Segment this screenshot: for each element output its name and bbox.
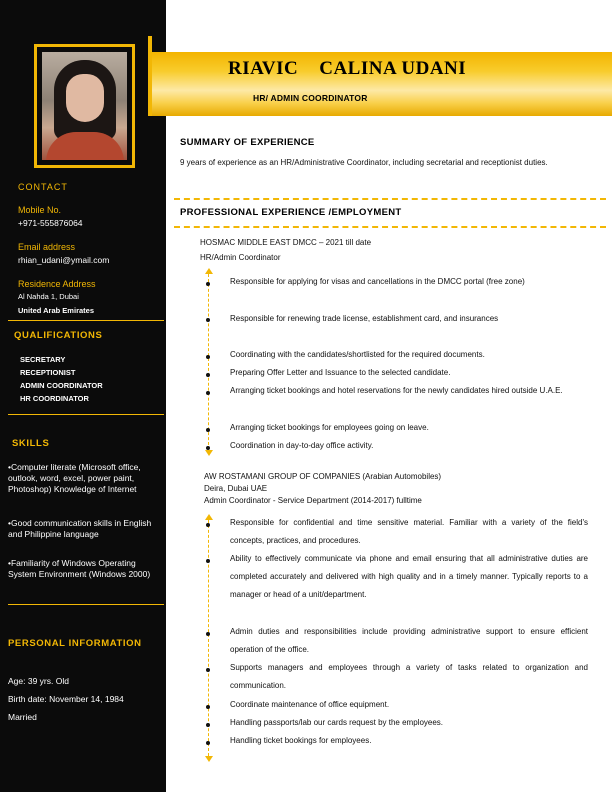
bullet-icon <box>206 282 210 286</box>
bullet-icon <box>206 446 210 450</box>
contact-heading: CONTACT <box>18 182 68 192</box>
sidebar-divider <box>8 320 164 321</box>
duty-item: Handling passports/lab our cards request by the employees. <box>230 718 444 727</box>
sidebar-divider <box>8 414 164 415</box>
job-title: HR/Admin Coordinator <box>200 253 281 262</box>
duty-item: Coordinating with the candidates/shortlisted for the required documents. <box>230 350 485 359</box>
bullet-icon <box>206 741 210 745</box>
bullet-icon <box>206 559 210 563</box>
sidebar-divider <box>8 604 164 605</box>
bullet-icon <box>206 723 210 727</box>
sidebar <box>0 0 166 792</box>
timeline-arrow-down-icon <box>205 450 213 456</box>
bullet-icon <box>206 318 210 322</box>
skill-item: •Good communication skills in English and Philippine language <box>8 518 152 539</box>
section-divider <box>174 226 606 228</box>
skills-heading: SKILLS <box>12 438 50 449</box>
mobile-label: Mobile No. <box>18 205 62 215</box>
duty-item: Arranging ticket bookings for employees going on leave. <box>230 423 429 432</box>
residence-label: Residence Address <box>18 279 96 289</box>
duty-item: Responsible for confidential and time sensitive material. Familiar with a variety of the field's concepts, practices, and procedures. <box>230 518 588 546</box>
job-company: AW ROSTAMANI GROUP OF COMPANIES (Arabian Automobiles) <box>204 472 442 481</box>
skill-item: •Familiarity of Windows Operating System Environment (Windows 2000) <box>8 558 151 579</box>
bullet-icon <box>206 391 210 395</box>
bullet-icon <box>206 355 210 359</box>
job-location: Deira, Dubai UAE <box>204 484 268 493</box>
duty-item: Ability to effectively communicate via phone and email ensuring that all administrative duties are completed accurately and delivered with high quality and in a timely manner. Typically reports to a manager or head of a unit/department. <box>230 554 588 600</box>
residence-line-1: Al Nahda 1, Dubai <box>18 292 79 301</box>
candidate-name: RIAVIC CALINA UDANI <box>228 58 467 79</box>
candidate-role: HR/ ADMIN COORDINATOR <box>253 93 368 103</box>
bullet-icon <box>206 428 210 432</box>
qualification-item: RECEPTIONIST <box>20 368 76 377</box>
personal-info-heading: PERSONAL INFORMATION <box>8 638 142 649</box>
timeline-arrow-down-icon <box>205 756 213 762</box>
timeline-line <box>208 520 210 756</box>
residence-line-2: United Arab Emirates <box>18 306 94 315</box>
job-title: Admin Coordinator - Service Department (2014-2017) fulltime <box>204 496 422 505</box>
email-address: rhian_udani@ymail.com <box>18 255 110 265</box>
duty-item: Handling ticket bookings for employees. <box>230 736 372 745</box>
profile-photo-frame <box>34 44 135 168</box>
duty-item: Responsible for applying for visas and cancellations in the DMCC portal (free zone) <box>230 277 525 286</box>
section-divider <box>174 198 606 200</box>
experience-heading: PROFESSIONAL EXPERIENCE /EMPLOYMENT <box>180 207 402 218</box>
summary-text: 9 years of experience as an HR/Administrative Coordinator, including secretarial and receptionist duties. <box>180 158 548 167</box>
duty-item: Admin duties and responsibilities include providing administrative support to ensure efficient operation of the office. <box>230 627 588 655</box>
duty-item: Coordinate maintenance of office equipment. <box>230 700 390 709</box>
job-company: HOSMAC MIDDLE EAST DMCC – 2021 till date <box>200 238 372 247</box>
birth-date: Birth date: November 14, 1984 <box>8 694 124 704</box>
bullet-icon <box>206 705 210 709</box>
bullet-icon <box>206 668 210 672</box>
bullet-icon <box>206 632 210 636</box>
qualification-item: SECRETARY <box>20 355 66 364</box>
duty-item: Responsible for renewing trade license, establishment card, and insurances <box>230 314 499 323</box>
mobile-number: +971-555876064 <box>18 218 83 228</box>
qualification-item: HR COORDINATOR <box>20 394 89 403</box>
email-label: Email address <box>18 242 76 252</box>
duty-item: Arranging ticket bookings and hotel reservations for the newly candidates hired outside U.A.E. <box>230 386 563 395</box>
age: Age: 39 yrs. Old <box>8 676 69 686</box>
bullet-icon <box>206 373 210 377</box>
skill-item: •Computer literate (Microsoft office, outlook, word, excel, power paint, Photoshop) Knowledge of Internet <box>8 462 141 494</box>
qualifications-heading: QUALIFICATIONS <box>14 330 103 341</box>
summary-heading: SUMMARY OF EXPERIENCE <box>180 137 315 148</box>
bullet-icon <box>206 523 210 527</box>
duty-item: Supports managers and employees through a variety of tasks related to organization and communication. <box>230 663 588 691</box>
profile-photo <box>42 52 127 160</box>
duty-item: Coordination in day-to-day office activity. <box>230 441 374 450</box>
timeline-line <box>208 274 210 450</box>
duty-item: Preparing Offer Letter and Issuance to the selected candidate. <box>230 368 451 377</box>
qualification-item: ADMIN COORDINATOR <box>20 381 103 390</box>
marital-status: Married <box>8 712 37 722</box>
